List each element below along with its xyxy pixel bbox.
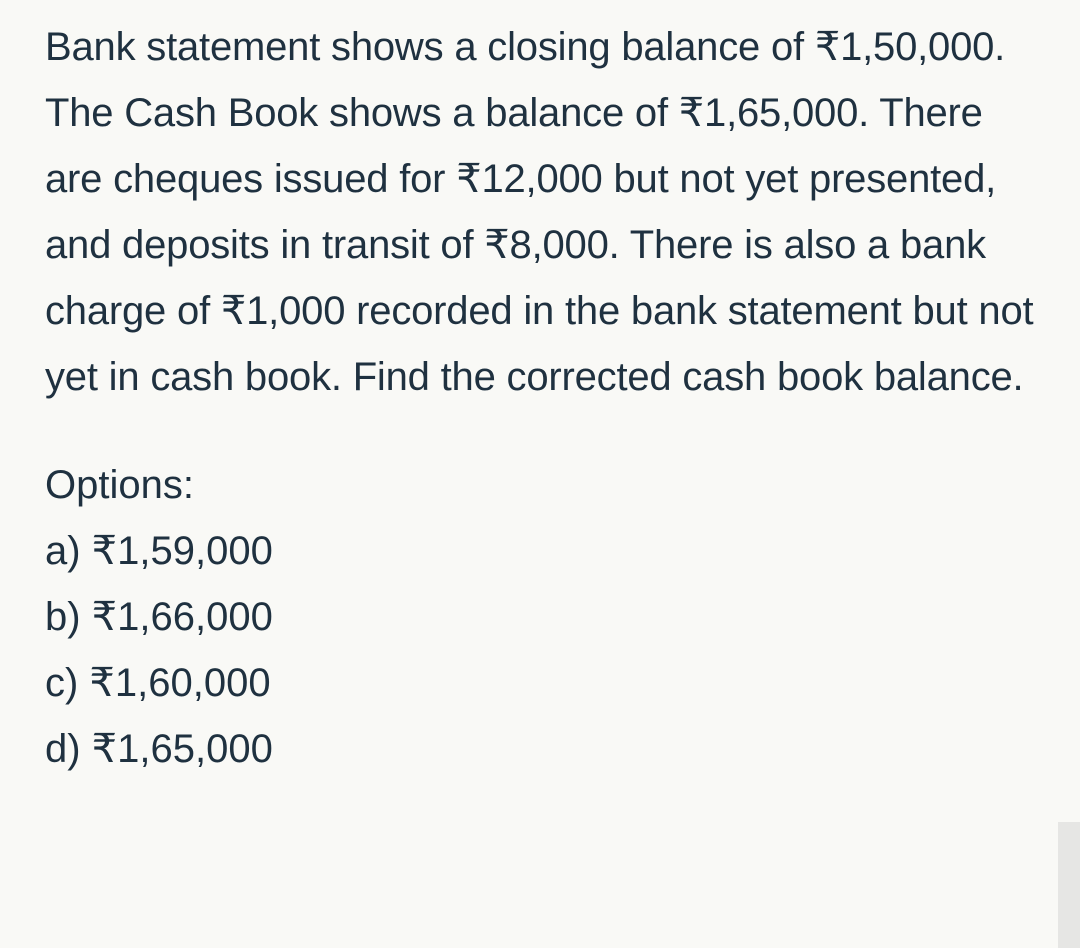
option-c: c) ₹1,60,000 — [45, 661, 271, 705]
scrollbar-thumb[interactable] — [1058, 822, 1080, 948]
options-label: Options: — [45, 463, 194, 507]
options-list — [45, 518, 1045, 782]
option-b: b) ₹1,66,000 — [45, 595, 273, 639]
question-text: Bank statement shows a closing balance of ₹1,50,000. The Cash Book shows a balance of ₹1,65,000. There are cheques issued for ₹12,000 but not yet presented, and deposits in transit of ₹8,000. There is also a bank charge of ₹1,000 recorded in the bank statement but not yet in cash book. Find the corrected cash book balance. — [45, 25, 1034, 399]
message-content — [45, 14, 1045, 782]
option-a: a) ₹1,59,000 — [45, 529, 273, 573]
option-d: d) ₹1,65,000 — [45, 727, 273, 771]
